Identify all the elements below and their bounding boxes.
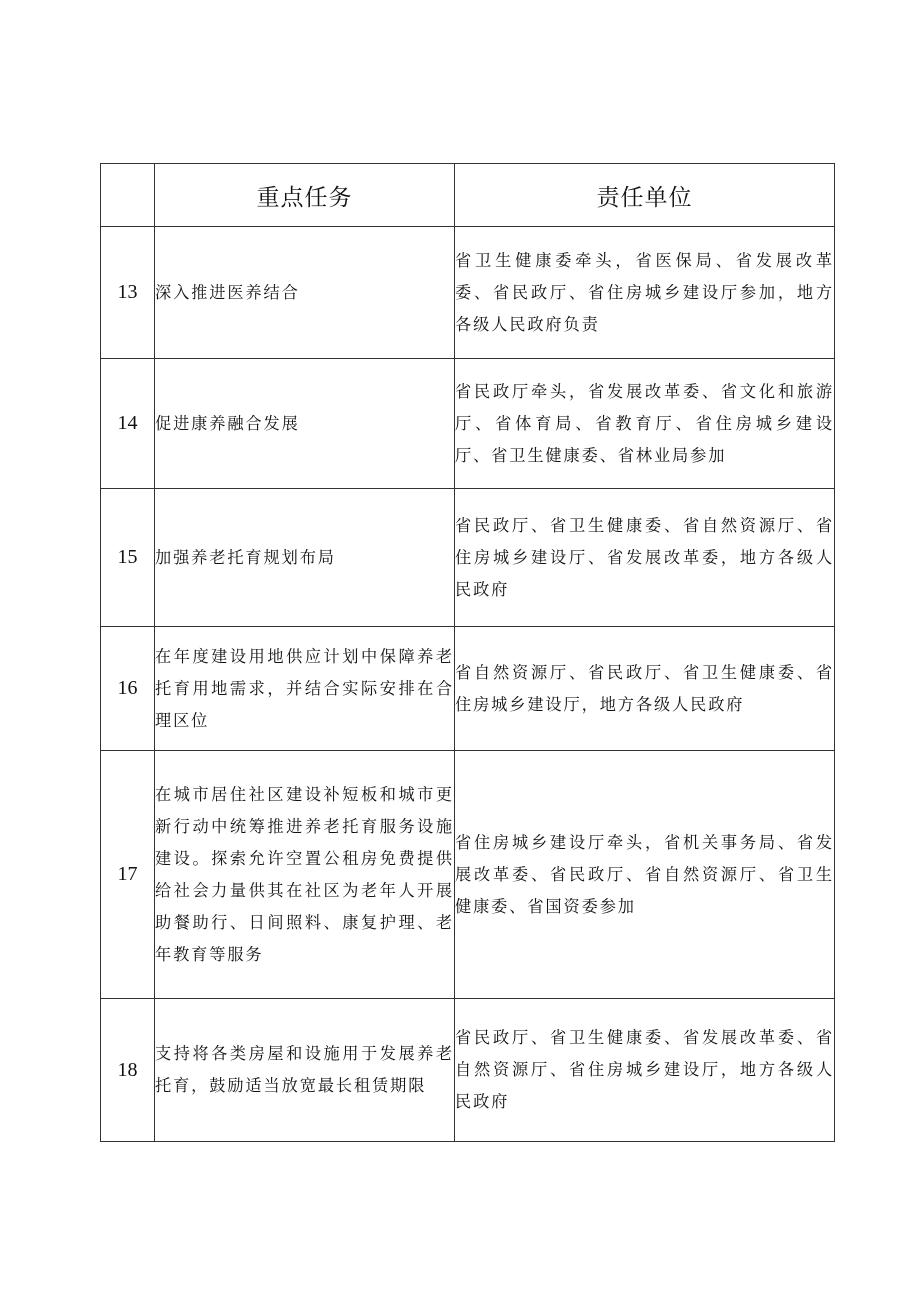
table-row <box>101 227 835 359</box>
row-number: 17 <box>101 751 155 999</box>
header-task: 重点任务 <box>155 164 455 227</box>
table-row <box>101 627 835 751</box>
task-cell: 在年度建设用地供应计划中保障养老托育用地需求，并结合实际安排在合理区位 <box>155 627 455 751</box>
table-row <box>101 359 835 489</box>
task-cell: 深入推进医养结合 <box>155 227 455 359</box>
unit-cell: 省卫生健康委牵头，省医保局、省发展改革委、省民政厅、省住房城乡建设厅参加，地方各级人民政府负责 <box>455 227 835 359</box>
table-row <box>101 999 835 1142</box>
unit-cell: 省住房城乡建设厅牵头，省机关事务局、省发展改革委、省民政厅、省自然资源厅、省卫生健康委、省国资委参加 <box>455 751 835 999</box>
table-row <box>101 489 835 627</box>
responsibility-table <box>100 163 835 1142</box>
task-cell: 促进康养融合发展 <box>155 359 455 489</box>
table-row <box>101 751 835 999</box>
row-number: 18 <box>101 999 155 1142</box>
unit-cell: 省民政厅牵头，省发展改革委、省文化和旅游厅、省体育局、省教育厅、省住房城乡建设厅、省卫生健康委、省林业局参加 <box>455 359 835 489</box>
task-cell: 加强养老托育规划布局 <box>155 489 455 627</box>
header-unit: 责任单位 <box>455 164 835 227</box>
unit-cell: 省民政厅、省卫生健康委、省发展改革委、省自然资源厅、省住房城乡建设厅，地方各级人民政府 <box>455 999 835 1142</box>
row-number: 13 <box>101 227 155 359</box>
task-cell: 在城市居住社区建设补短板和城市更新行动中统筹推进养老托育服务设施建设。探索允许空置公租房免费提供给社会力量供其在社区为老年人开展助餐助行、日间照料、康复护理、老年教育等服务 <box>155 751 455 999</box>
row-number: 14 <box>101 359 155 489</box>
header-num <box>101 164 155 227</box>
row-number: 16 <box>101 627 155 751</box>
unit-cell: 省自然资源厅、省民政厅、省卫生健康委、省住房城乡建设厅，地方各级人民政府 <box>455 627 835 751</box>
task-cell: 支持将各类房屋和设施用于发展养老托育，鼓励适当放宽最长租赁期限 <box>155 999 455 1142</box>
unit-cell: 省民政厅、省卫生健康委、省自然资源厅、省住房城乡建设厅、省发展改革委，地方各级人民政府 <box>455 489 835 627</box>
table-header-row <box>101 164 835 227</box>
row-number: 15 <box>101 489 155 627</box>
